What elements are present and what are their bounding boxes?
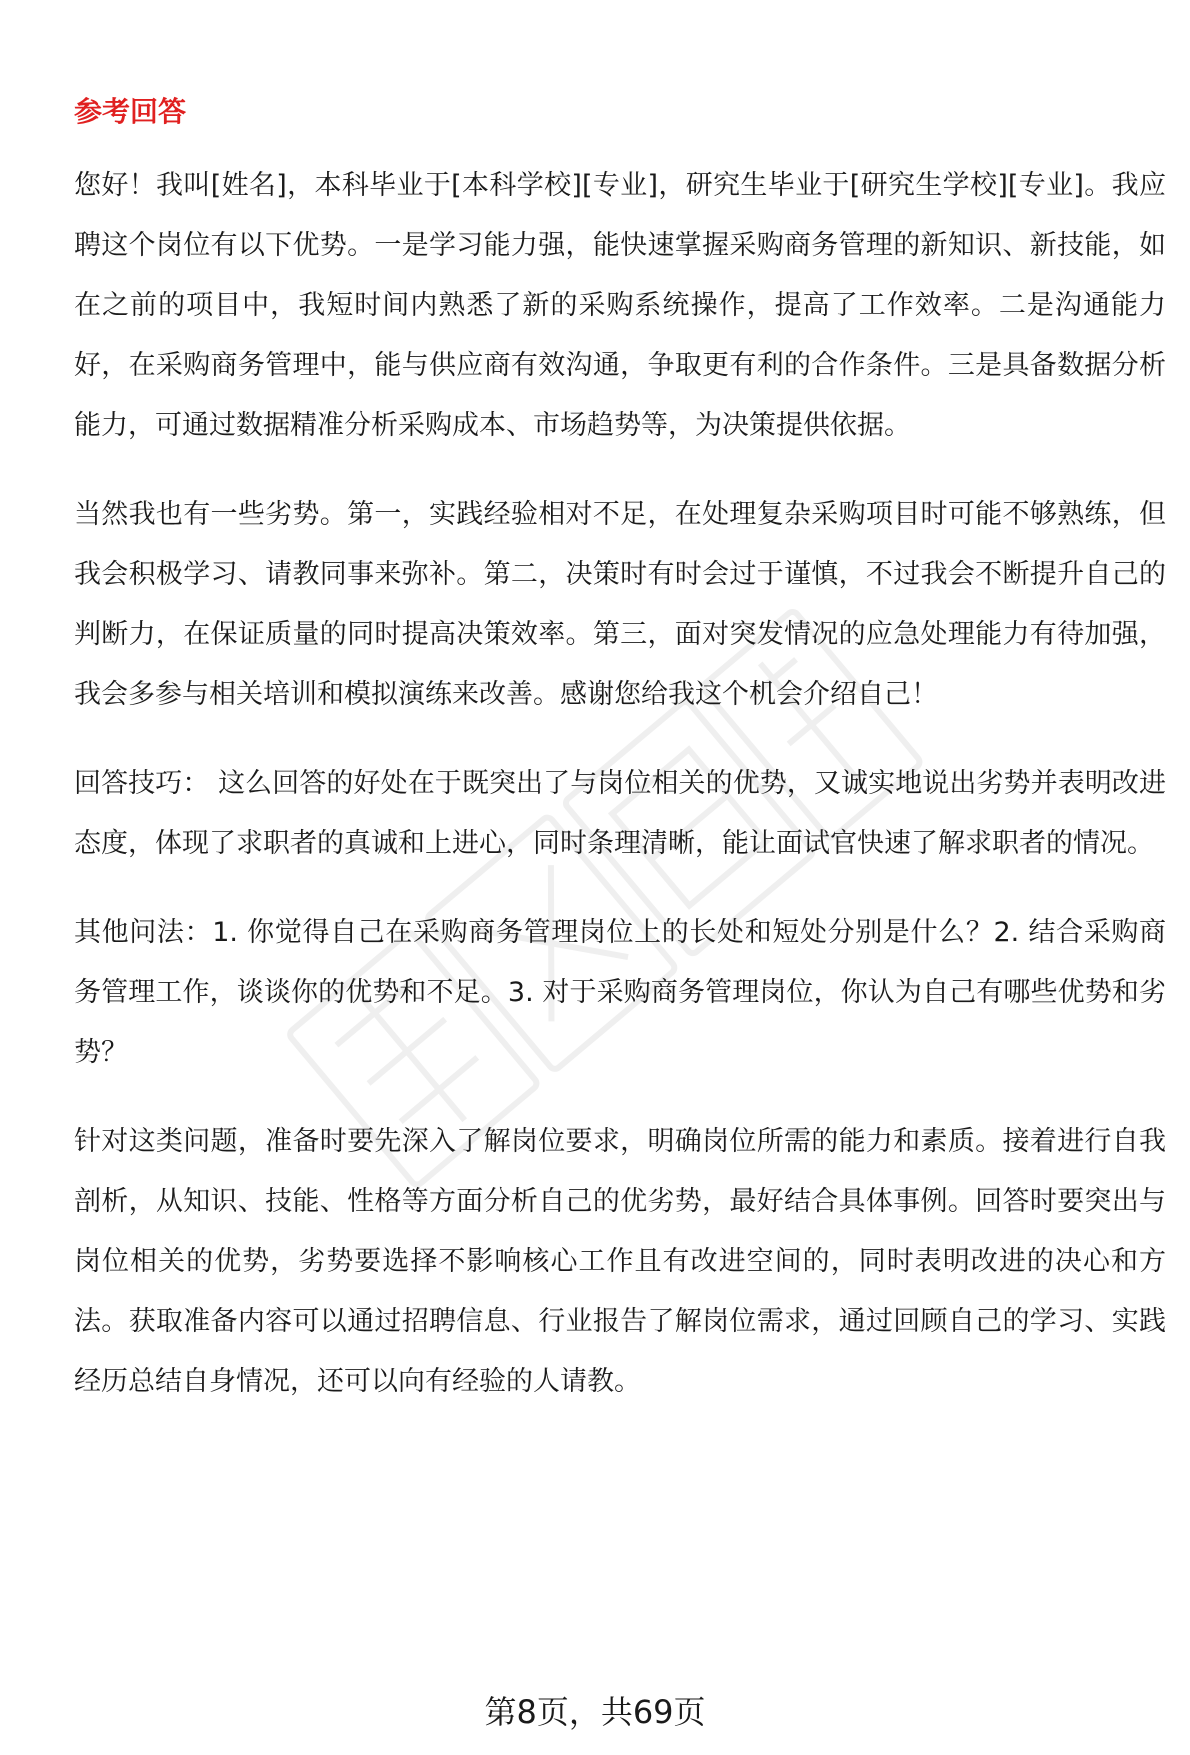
page-number-footer: 第8页，共69页 bbox=[484, 1693, 706, 1731]
paragraph-introduction: 您好！我叫[姓名]，本科毕业于[本科学校][专业]，研究生毕业于[研究生学校][专业]。我应聘这个岗位有以下优势。一是学习能力强，能快速掌握采购商务管理的新知识、新技能，如在之前的项目中，我短时间内熟悉了新的采购系统操作，提高了工作效率。二是沟通能力好，在采购商务管理中，能与供应商有效沟通，争取更有利的合作条件。三是具备数据分析能力，可通过数据精准分析采购成本、市场趋势等，为决策提供依据。 bbox=[74, 170, 1166, 441]
paragraph-answer-tips: 回答技巧： 这么回答的好处在于既突出了与岗位相关的优势，又诚实地说出劣势并表明改进态度，体现了求职者的真诚和上进心，同时条理清晰，能让面试官快速了解求职者的情况。 bbox=[74, 768, 1166, 859]
section-heading: 参考回答 bbox=[74, 95, 187, 128]
document-page bbox=[74, 92, 1166, 1441]
paragraph-weaknesses: 当然我也有一些劣势。第一，实践经验相对不足，在处理复杂采购项目时可能不够熟练，但我会积极学习、请教同事来弥补。第二，决策时有时会过于谨慎，不过我会不断提升自己的判断力，在保证质量的同时提高决策效率。第三，面对突发情况的应急处理能力有待加强，我会多参与相关培训和模拟演练来改善。感谢您给我这个机会介绍自己！ bbox=[74, 499, 1166, 710]
paragraph-other-questions: 其他问法：1. 你觉得自己在采购商务管理岗位上的长处和短处分别是什么？2. 结合采购商务管理工作，谈谈你的优势和不足。3. 对于采购商务管理岗位，你认为自己有哪些优势和劣势？ bbox=[74, 917, 1166, 1068]
paragraph-preparation-advice: 针对这类问题，准备时要先深入了解岗位要求，明确岗位所需的能力和素质。接着进行自我剖析，从知识、技能、性格等方面分析自己的优劣势，最好结合具体事例。回答时要突出与岗位相关的优势，劣势要选择不影响核心工作且有改进空间的，同时表明改进的决心和方法。获取准备内容可以通过招聘信息、行业报告了解岗位需求，通过回顾自己的学习、实践经历总结自身情况，还可以向有经验的人请教。 bbox=[74, 1126, 1166, 1397]
